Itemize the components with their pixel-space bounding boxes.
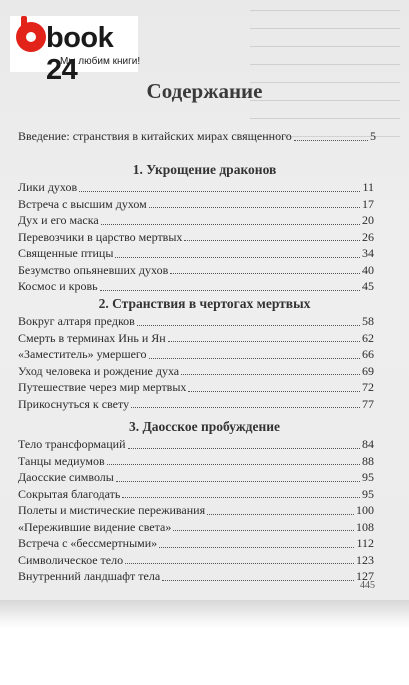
dot-leader <box>184 240 360 241</box>
toc-entry-label: «Заместитель» умершего <box>18 347 147 361</box>
dot-leader <box>159 547 354 548</box>
toc-entry <box>18 229 374 246</box>
toc-entry-page: 45 <box>362 279 374 293</box>
logo-brand-text: book 24 <box>46 22 114 86</box>
toc-entry-label: Прикоснуться к свету <box>18 396 130 411</box>
dot-leader <box>181 374 360 375</box>
toc-entry <box>18 502 374 519</box>
toc-entry-label: Вокруг алтаря предков <box>18 314 135 328</box>
toc-entry-page: 20 <box>362 213 374 227</box>
toc-entry-label: Дух и его маска <box>18 213 99 227</box>
toc-entry-label: Перевозчики в царство мертвых <box>18 229 183 244</box>
dot-leader <box>122 497 360 498</box>
toc-entry <box>18 486 374 503</box>
bleed-through-text <box>250 0 400 140</box>
toc-entry-label: Сокрытая благодать <box>18 486 121 501</box>
toc-entry-label: Внутренний ландшафт тела <box>18 569 161 583</box>
toc-entry <box>18 212 374 229</box>
toc-entry <box>18 552 374 569</box>
toc-entry <box>18 436 374 453</box>
toc-entry-label: Смерть в терминах Инь и Ян <box>18 330 166 345</box>
toc-entry-page: 26 <box>362 229 374 244</box>
dot-leader <box>115 257 360 258</box>
dot-leader <box>188 391 360 392</box>
toc-entry-page: 58 <box>362 314 374 328</box>
toc-entry-label: Путешествие через мир мертвых <box>18 380 187 394</box>
dot-leader <box>101 224 360 225</box>
toc-entry-page: 108 <box>356 519 374 534</box>
toc-entry-page: 88 <box>362 453 374 468</box>
toc-entry <box>18 278 374 295</box>
toc-entry-page: 77 <box>362 396 374 411</box>
toc-entry-page: 127 <box>356 569 374 583</box>
toc-entry <box>18 128 376 145</box>
dot-leader <box>170 273 360 274</box>
toc-entry <box>18 313 374 330</box>
toc-entry <box>18 245 374 262</box>
toc-entry-page: 95 <box>362 470 374 484</box>
book24-logo <box>10 16 141 86</box>
toc-entry-page: 123 <box>356 552 374 567</box>
toc-entry-label: «Пережившие видение света» <box>18 519 172 534</box>
toc-entry-label: Встреча с высшим духом <box>18 196 147 211</box>
toc-entry-label: Безумство опьяневших духов <box>18 262 169 277</box>
toc-entry-page: 100 <box>356 503 374 517</box>
toc-entry-page: 62 <box>362 330 374 345</box>
toc-entry-label: Полеты и мистические переживания <box>18 503 206 517</box>
toc-entry-page: 84 <box>362 437 374 451</box>
toc-entry-label: Лики духов <box>18 180 78 194</box>
toc-entry-page: 11 <box>362 180 374 194</box>
dot-leader <box>168 341 360 342</box>
dot-leader <box>207 514 354 515</box>
dot-leader <box>131 407 360 408</box>
toc-intro <box>18 128 376 145</box>
toc-entry <box>18 519 374 536</box>
page-number: 445 <box>360 580 375 591</box>
dot-leader <box>100 290 360 291</box>
toc-entry <box>18 396 374 413</box>
dot-leader <box>128 448 361 449</box>
dot-leader <box>149 358 360 359</box>
toc-list-section-3 <box>18 436 374 585</box>
dot-leader <box>294 140 368 141</box>
toc-entry <box>18 196 374 213</box>
logo-b-mark-icon <box>16 22 46 52</box>
toc-list-section-2 <box>18 313 374 412</box>
toc-entry-label: Символическое тело <box>18 552 124 567</box>
dot-leader <box>137 325 360 326</box>
toc-entry-page: 95 <box>362 486 374 501</box>
page-title: Содержание <box>146 79 263 103</box>
toc-entry-page: 34 <box>362 246 374 260</box>
toc-entry-page: 40 <box>362 262 374 277</box>
section-heading: 1. Укрощение драконов <box>132 162 277 177</box>
toc-entry <box>18 469 374 486</box>
toc-entry-label: Встреча с «бессмертными» <box>18 536 158 550</box>
toc-entry-page: 17 <box>362 196 374 211</box>
toc-entry-page: 5 <box>370 129 376 143</box>
toc-entry-page: 112 <box>356 536 374 550</box>
toc-entry <box>18 453 374 470</box>
toc-entry <box>18 379 374 396</box>
toc-entry-label: Священные птицы <box>18 246 114 260</box>
toc-entry-label: Космос и кровь <box>18 279 98 293</box>
toc-entry <box>18 346 374 363</box>
toc-entry-label: Уход человека и рождение духа <box>18 363 180 378</box>
toc-entry-page: 69 <box>362 363 374 378</box>
toc-entry-label: Танцы медиумов <box>18 453 105 468</box>
toc-entry <box>18 363 374 380</box>
dot-leader <box>79 191 360 192</box>
toc-entry <box>18 179 374 196</box>
section-heading: 2. Странствия в чертогах мертвых <box>98 296 311 311</box>
logo-tagline: Мы любим книги! <box>60 56 141 67</box>
toc-entry-page: 66 <box>362 347 374 361</box>
toc-entry <box>18 568 374 585</box>
toc-entry <box>18 262 374 279</box>
page-edge-shadow <box>0 600 409 630</box>
toc-entry-page: 72 <box>362 380 374 394</box>
dot-leader <box>173 530 354 531</box>
dot-leader <box>107 464 360 465</box>
toc-entry-label: Даосские символы <box>18 470 114 484</box>
dot-leader <box>125 563 354 564</box>
dot-leader <box>149 207 360 208</box>
dot-leader <box>162 580 354 581</box>
toc-entry <box>18 330 374 347</box>
section-heading: 3. Даосское пробуждение <box>129 419 280 434</box>
toc-entry-label: Тело трансформаций <box>18 437 126 451</box>
toc-entry <box>18 535 374 552</box>
toc-entry-label: Введение: странствия в китайских мирах священного <box>18 129 292 143</box>
dot-leader <box>116 481 360 482</box>
toc-list-section-1 <box>18 179 374 295</box>
